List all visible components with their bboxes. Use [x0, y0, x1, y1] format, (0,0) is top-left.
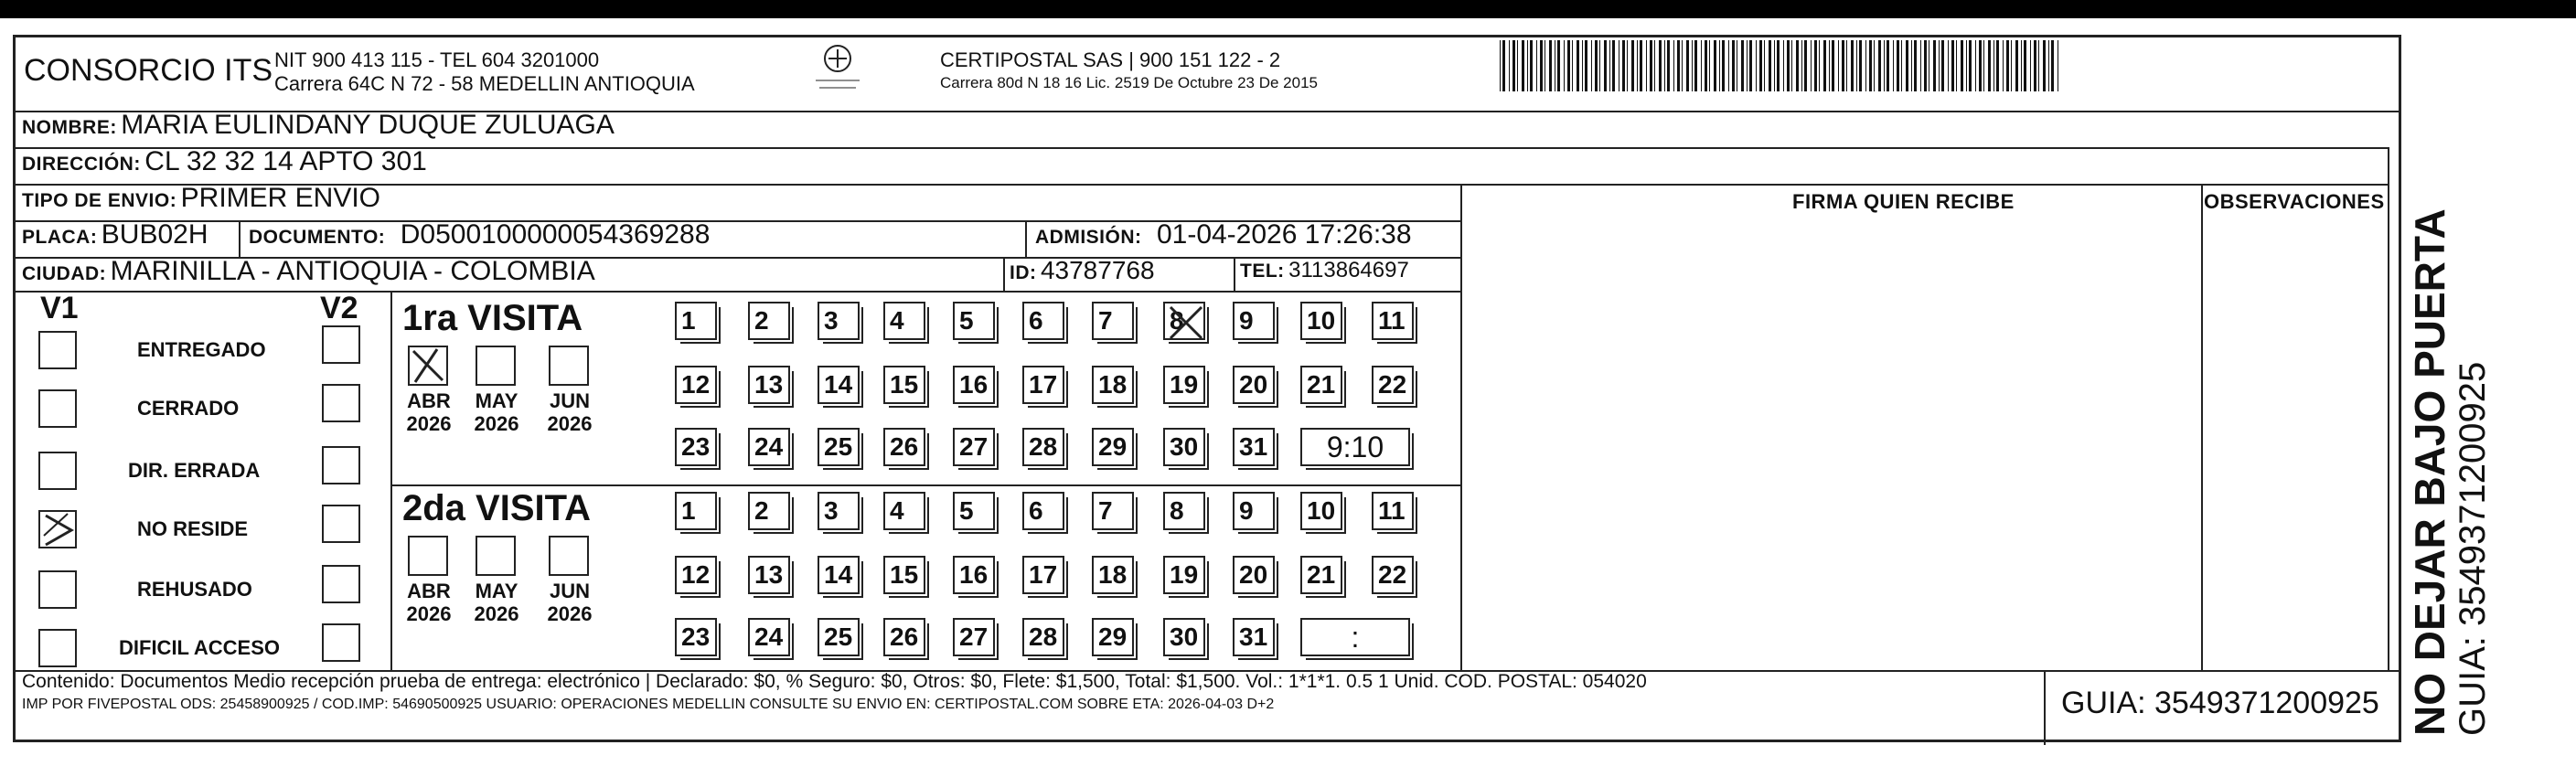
visit2-day-box[interactable]	[953, 492, 995, 530]
visit2-day-box[interactable]	[675, 492, 717, 530]
visit2-day-box[interactable]	[1372, 492, 1414, 530]
v1-checkbox[interactable]	[38, 452, 77, 490]
direccion-label: DIRECCIÓN:	[22, 154, 141, 175]
ciudad-field	[22, 256, 595, 287]
day-number: 15	[890, 370, 919, 399]
visit2-day-box[interactable]	[883, 556, 925, 594]
visit1-day-box[interactable]	[953, 428, 995, 466]
day-number: 16	[959, 370, 989, 399]
v1-checkbox[interactable]	[38, 389, 77, 428]
day-number: 7	[1098, 306, 1113, 335]
nombre-label: NOMBRE:	[22, 117, 117, 138]
day-number: 27	[959, 623, 989, 651]
visit2-day-box[interactable]	[1233, 492, 1275, 530]
day-number: 1	[681, 496, 696, 525]
day-number: 22	[1378, 370, 1407, 399]
visit1-day-box[interactable]	[748, 428, 790, 466]
visit2-day-box[interactable]	[1300, 556, 1342, 594]
visit1-day-box[interactable]	[1372, 302, 1414, 340]
day-number: 2	[754, 496, 769, 525]
direccion-row	[22, 146, 427, 177]
visit2-day-box[interactable]	[1372, 556, 1414, 594]
visit1-day-box[interactable]	[748, 366, 790, 404]
imp-text: IMP POR FIVEPOSTAL ODS: 25458900925 / COD.IMP: 54690500925 USUARIO: OPERACIONES MEDELLIN CONSULTE SU ENVIO EN: CERTIPOSTAL.COM SOBRE ETA: 2026-04-03 D+2	[22, 697, 1275, 712]
status-label: REHUSADO	[137, 578, 252, 601]
month-year: 2026	[547, 602, 593, 625]
visit2-day-box[interactable]	[1092, 492, 1134, 530]
visit2-day-box[interactable]	[1022, 556, 1064, 594]
visit2-day-box[interactable]	[1233, 556, 1275, 594]
side-notice	[2407, 208, 2493, 736]
visit2-month-label	[465, 580, 529, 625]
admision-label: ADMISIÓN:	[1035, 227, 1142, 248]
status-label: CERRADO	[137, 397, 240, 420]
v2-checkbox[interactable]	[322, 384, 360, 422]
visit2-day-box[interactable]	[818, 556, 860, 594]
placa-label: PLACA:	[22, 227, 98, 248]
day-number: 12	[681, 560, 711, 589]
contenido-text: Contenido: Documentos Medio recepción prueba de entrega: electrónico | Declarado: $0, % Seguro: $0, Otros: $0, Flete: $1,500, Total: $1,500. Vol.: 1*1*1. 0.5 1 Unid. COD. POSTAL: 054020	[22, 671, 1647, 692]
visit1-month-checkbox[interactable]	[408, 346, 448, 386]
visit1-day-box[interactable]	[1092, 428, 1134, 466]
visit1-day-box[interactable]	[1163, 302, 1205, 340]
visit2-day-box[interactable]	[675, 556, 717, 594]
documento-value: D0500100000054369288	[400, 219, 711, 250]
top-edge-bar	[0, 0, 2576, 18]
day-number: 3	[824, 496, 839, 525]
visit1-day-box[interactable]	[1233, 428, 1275, 466]
day-number: 12	[681, 370, 711, 399]
carrier-address: Carrera 80d N 18 16 Lic. 2519 De Octubre 23 De 2015	[940, 74, 1318, 91]
visit2-day-box[interactable]	[953, 618, 995, 656]
visit1-month-checkbox[interactable]	[476, 346, 516, 386]
day-number: 30	[1170, 432, 1199, 461]
v2-checkbox[interactable]	[322, 505, 360, 543]
day-number: 8	[1170, 306, 1184, 335]
visit1-day-box[interactable]	[1233, 366, 1275, 404]
day-number: 13	[754, 560, 784, 589]
day-number: 30	[1170, 623, 1199, 651]
status-label: ENTREGADO	[137, 338, 266, 361]
month-name: MAY	[475, 389, 518, 412]
visit2-day-box[interactable]	[818, 492, 860, 530]
v2-checkbox[interactable]	[322, 565, 360, 603]
visit1-day-box[interactable]	[1022, 428, 1064, 466]
visit2-day-box[interactable]	[748, 492, 790, 530]
ciudad-label: CIUDAD:	[22, 263, 107, 284]
visit2-day-box[interactable]	[748, 556, 790, 594]
month-name: ABR	[407, 389, 451, 412]
visit2-month-checkbox[interactable]	[476, 536, 516, 576]
visit1-day-box[interactable]	[1163, 428, 1205, 466]
day-number: 14	[824, 370, 853, 399]
visit2-day-box[interactable]	[1092, 556, 1134, 594]
month-name: MAY	[475, 580, 518, 602]
tipo-envio-value: PRIMER ENVIO	[180, 183, 381, 213]
day-number: 19	[1170, 560, 1199, 589]
visit1-month-checkbox[interactable]	[549, 346, 589, 386]
tipo-envio-row	[22, 183, 380, 214]
id-field	[1010, 256, 1155, 285]
nombre-value: MARIA EULINDANY DUQUE ZULUAGA	[121, 110, 615, 140]
visit2-month-label	[538, 580, 602, 625]
footer-guia: GUIA: 3549371200925	[2061, 686, 2379, 720]
visit2-day-box[interactable]	[818, 618, 860, 656]
v1-checkbox[interactable]	[38, 629, 77, 667]
nombre-row	[22, 110, 615, 141]
visit2-month-checkbox[interactable]	[408, 536, 448, 576]
month-name: JUN	[549, 580, 590, 602]
visit1-day-box[interactable]	[818, 428, 860, 466]
visit1-day-box[interactable]	[1300, 302, 1342, 340]
day-number: 20	[1239, 370, 1268, 399]
visit2-day-box[interactable]	[1300, 492, 1342, 530]
day-number: 26	[890, 432, 919, 461]
ciudad-value: MARINILLA - ANTIOQUIA - COLOMBIA	[110, 256, 595, 286]
month-name: JUN	[549, 389, 590, 412]
day-number: 31	[1239, 432, 1268, 461]
direccion-value: CL 32 32 14 APTO 301	[144, 146, 427, 176]
visit1-month-label	[538, 389, 602, 435]
v2-header: V2	[320, 291, 358, 325]
day-number: 13	[754, 370, 784, 399]
visit2-day-box[interactable]	[1022, 492, 1064, 530]
admision-value: 01-04-2026 17:26:38	[1156, 219, 1412, 250]
visit1-title: 1ra VISITA	[402, 298, 583, 338]
visit2-day-box[interactable]	[1163, 618, 1205, 656]
day-number: 17	[1029, 560, 1058, 589]
visit2-time-box[interactable]: :	[1300, 618, 1410, 656]
day-number: 25	[824, 623, 853, 651]
month-name: ABR	[407, 580, 451, 602]
month-year: 2026	[406, 412, 452, 435]
visit1-day-box[interactable]	[1372, 366, 1414, 404]
day-number: 10	[1307, 306, 1336, 335]
day-number: 23	[681, 623, 711, 651]
placa-field	[22, 219, 208, 250]
carrier-name: CERTIPOSTAL SAS | 900 151 122 - 2	[940, 48, 1281, 71]
visit1-day-box[interactable]	[1092, 366, 1134, 404]
day-number: 2	[754, 306, 769, 335]
month-year: 2026	[474, 602, 519, 625]
id-value: 43787768	[1040, 256, 1155, 284]
visit1-day-box[interactable]	[818, 366, 860, 404]
tipo-envio-label: TIPO DE ENVIO:	[22, 190, 177, 211]
visit1-day-box[interactable]	[675, 428, 717, 466]
side-guia: GUIA: 3549371200925	[2453, 361, 2493, 736]
visit2-day-box[interactable]	[1092, 618, 1134, 656]
visit1-day-box[interactable]	[675, 366, 717, 404]
day-number: 20	[1239, 560, 1268, 589]
no-dejar-bajo-puerta: NO DEJAR BAJO PUERTA	[2406, 208, 2453, 736]
visit1-day-box[interactable]	[1163, 366, 1205, 404]
visit2-day-box[interactable]	[953, 556, 995, 594]
visit1-time-box[interactable]: 9:10	[1300, 428, 1410, 466]
v2-checkbox[interactable]	[322, 446, 360, 484]
v1-checkbox[interactable]	[38, 570, 77, 609]
month-year: 2026	[474, 412, 519, 435]
firma-header: FIRMA QUIEN RECIBE	[1792, 190, 2015, 213]
tel-value: 3113864697	[1288, 258, 1409, 282]
day-number: 21	[1307, 370, 1336, 399]
v2-checkbox[interactable]	[322, 623, 360, 662]
v1-header: V1	[40, 291, 79, 325]
day-number: 6	[1029, 496, 1043, 525]
day-number: 5	[959, 496, 974, 525]
company-name: CONSORCIO ITS	[24, 53, 273, 88]
company-address: Carrera 64C N 72 - 58 MEDELLIN ANTIOQUIA	[274, 72, 695, 95]
visit1-day-box[interactable]	[883, 366, 925, 404]
visit1-day-box[interactable]	[818, 302, 860, 340]
company-nit: NIT 900 413 115 - TEL 604 3201000	[274, 48, 600, 71]
visit1-day-box[interactable]	[883, 428, 925, 466]
day-number: 28	[1029, 623, 1058, 651]
day-number: 1	[681, 306, 696, 335]
tel-field	[1240, 258, 1409, 283]
v1-checkbox[interactable]	[38, 510, 77, 548]
day-number: 17	[1029, 370, 1058, 399]
visit1-day-box[interactable]	[1233, 302, 1275, 340]
day-number: 25	[824, 432, 853, 461]
visit2-day-box[interactable]	[748, 618, 790, 656]
day-number: 22	[1378, 560, 1407, 589]
visit2-title: 2da VISITA	[402, 488, 591, 528]
visit2-day-box[interactable]	[883, 492, 925, 530]
day-number: 6	[1029, 306, 1043, 335]
day-number: 11	[1378, 496, 1406, 525]
visit1-day-box[interactable]	[748, 302, 790, 340]
day-number: 24	[754, 432, 784, 461]
day-number: 3	[824, 306, 839, 335]
day-number: 29	[1098, 432, 1128, 461]
day-number: 24	[754, 623, 784, 651]
visit1-day-box[interactable]	[953, 366, 995, 404]
day-number: 18	[1098, 370, 1128, 399]
day-number: 29	[1098, 623, 1128, 651]
visit1-day-box[interactable]	[1092, 302, 1134, 340]
status-label: NO RESIDE	[137, 517, 249, 540]
day-number: 11	[1378, 306, 1406, 335]
v2-checkbox[interactable]	[322, 325, 360, 364]
day-number: 8	[1170, 496, 1184, 525]
visit1-day-box[interactable]	[1022, 302, 1064, 340]
visit2-day-box[interactable]	[1163, 556, 1205, 594]
day-number: 26	[890, 623, 919, 651]
tel-label: TEL:	[1240, 261, 1285, 282]
day-number: 23	[681, 432, 711, 461]
day-number: 28	[1029, 432, 1058, 461]
day-number: 7	[1098, 496, 1113, 525]
day-number: 5	[959, 306, 974, 335]
visit2-day-box[interactable]	[883, 618, 925, 656]
day-number: 10	[1307, 496, 1336, 525]
visit1-day-box[interactable]	[883, 302, 925, 340]
admision-field	[1035, 219, 1412, 250]
month-year: 2026	[406, 602, 452, 625]
day-number: 15	[890, 560, 919, 589]
day-number: 9	[1239, 306, 1254, 335]
day-number: 16	[959, 560, 989, 589]
id-label: ID:	[1010, 262, 1037, 283]
day-number: 9	[1239, 496, 1254, 525]
visit1-month-label	[465, 389, 529, 435]
visit2-month-label	[397, 580, 461, 625]
visit2-day-box[interactable]	[1022, 618, 1064, 656]
visit1-month-label	[397, 389, 461, 435]
observaciones-header: OBSERVACIONES	[2204, 190, 2385, 213]
day-number: 31	[1239, 623, 1268, 651]
visit1-day-box[interactable]	[1022, 366, 1064, 404]
month-year: 2026	[547, 412, 593, 435]
placa-value: BUB02H	[101, 219, 208, 250]
day-number: 21	[1307, 560, 1336, 589]
v1-checkbox[interactable]	[38, 331, 77, 369]
day-number: 4	[890, 306, 904, 335]
visit2-month-checkbox[interactable]	[549, 536, 589, 576]
visit2-day-box[interactable]	[1233, 618, 1275, 656]
documento-field	[249, 219, 710, 250]
visit1-day-box[interactable]	[953, 302, 995, 340]
day-number: 18	[1098, 560, 1128, 589]
visit2-day-box[interactable]	[1163, 492, 1205, 530]
documento-label: DOCUMENTO:	[249, 227, 386, 248]
visit2-day-box[interactable]	[675, 618, 717, 656]
day-number: 19	[1170, 370, 1199, 399]
status-label: DIFICIL ACCESO	[119, 636, 281, 659]
day-number: 4	[890, 496, 904, 525]
day-number: 14	[824, 560, 853, 589]
visit1-day-box[interactable]	[1300, 366, 1342, 404]
day-number: 27	[959, 432, 989, 461]
visit1-day-box[interactable]	[675, 302, 717, 340]
status-label: DIR. ERRADA	[128, 459, 261, 482]
